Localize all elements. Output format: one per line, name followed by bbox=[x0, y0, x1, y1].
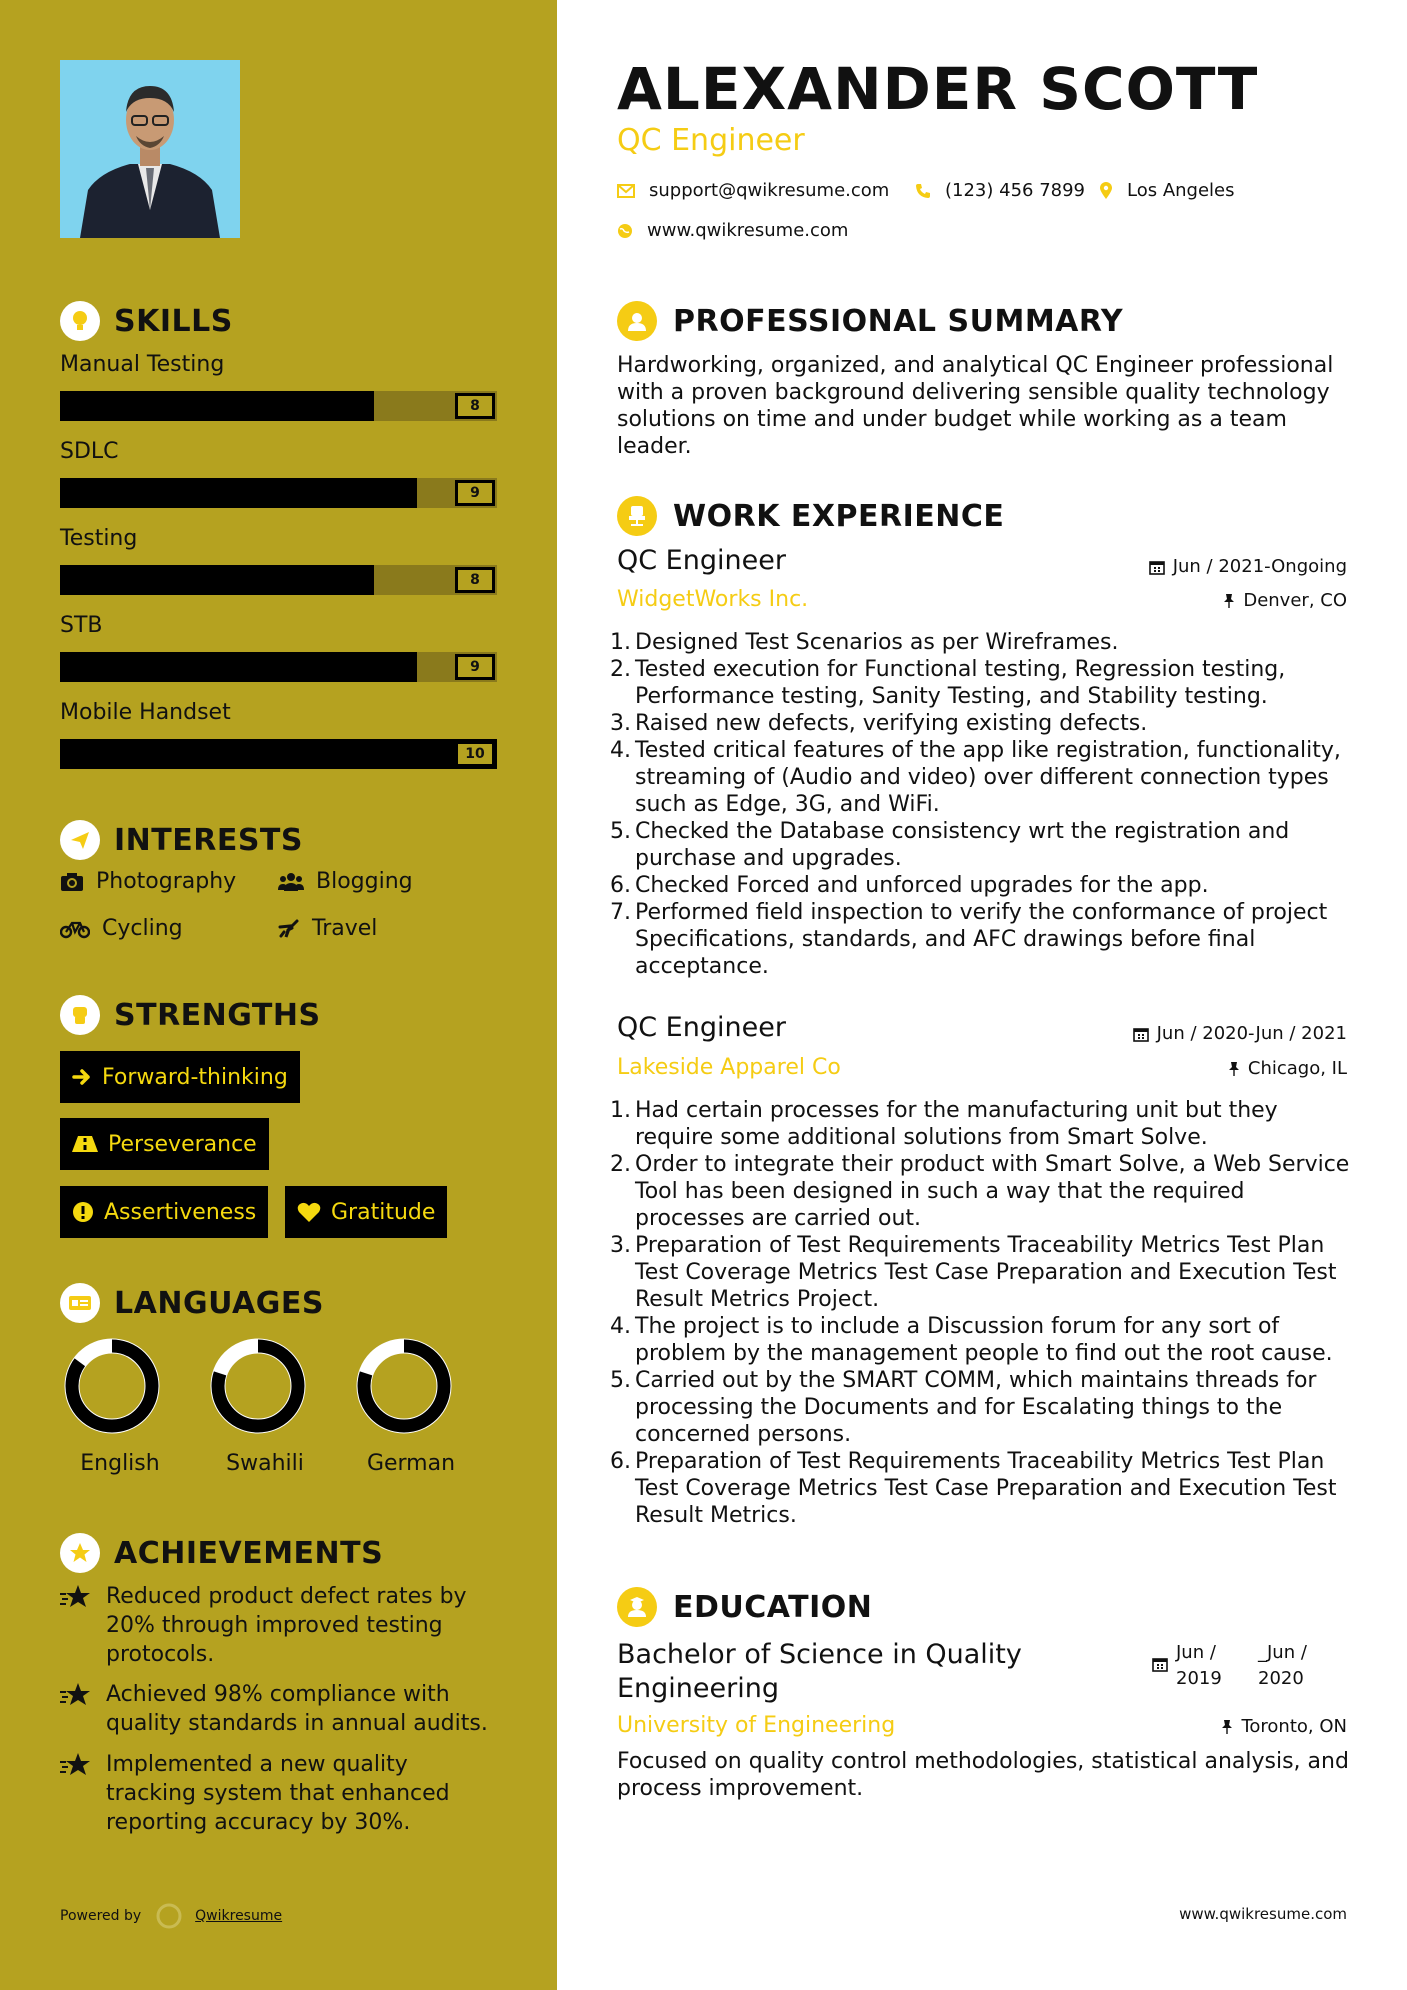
strength-label: Forward-thinking bbox=[102, 1064, 288, 1090]
strength-badge bbox=[285, 1186, 447, 1238]
summary-heading bbox=[617, 299, 1123, 343]
powered-by-label: Powered by bbox=[60, 1908, 142, 1924]
job-company: Lakeside Apparel Co bbox=[617, 1055, 841, 1080]
skill-value: 8 bbox=[455, 393, 495, 419]
job-dates-text: Jun / 2020-Jun / 2021 bbox=[1156, 1023, 1347, 1044]
bullet-item: 5. Carried out by the SMART COMM, which maintains threads for processing the Documents and for Escalating things to the concerned persons. bbox=[610, 1368, 1317, 1447]
strength-badge bbox=[60, 1118, 269, 1170]
achievement-text: Achieved 98% compliance with quality standards in annual audits. bbox=[106, 1682, 488, 1736]
skill-bar bbox=[60, 652, 497, 682]
bullet-item: 1. Had certain processes for the manufacturing unit but they require some additional solutions from Smart Solve. bbox=[610, 1098, 1278, 1150]
job-title: QC Engineer bbox=[617, 545, 786, 576]
plane-icon bbox=[278, 918, 300, 940]
strength-badge bbox=[60, 1186, 268, 1238]
job-title: QC Engineer bbox=[617, 1012, 786, 1043]
calendar-icon bbox=[1149, 559, 1165, 575]
calendar-icon bbox=[1152, 1656, 1168, 1672]
globe-icon bbox=[617, 223, 633, 239]
education-end: _Jun / 2020 bbox=[1258, 1642, 1307, 1689]
star-icon bbox=[60, 1682, 92, 1708]
graduate-icon bbox=[617, 1587, 657, 1627]
job-dates-text: Jun / 2021-Ongoing bbox=[1172, 556, 1347, 577]
candidate-name: ALEXANDER SCOTT bbox=[617, 55, 1259, 123]
interest-item bbox=[60, 916, 183, 941]
strength-badge bbox=[60, 1051, 300, 1103]
camera-icon bbox=[60, 872, 84, 892]
skill-bar bbox=[60, 391, 497, 421]
paper-plane-icon bbox=[60, 820, 100, 860]
education-start: Jun / 2019 bbox=[1176, 1642, 1222, 1689]
brand-link[interactable]: Qwikresume bbox=[195, 1908, 283, 1924]
language-ring bbox=[64, 1338, 160, 1434]
languages-title: LANGUAGES bbox=[114, 1285, 324, 1321]
pushpin-icon bbox=[1221, 1719, 1233, 1735]
interests-heading bbox=[60, 818, 303, 862]
education-dates bbox=[1152, 1640, 1314, 1692]
bullet-item: 5. Checked the Database consistency wrt the registration and purchase and upgrades. bbox=[610, 819, 1290, 871]
skill-bar-fill bbox=[60, 565, 374, 595]
powered-by bbox=[60, 1902, 282, 1930]
users-icon bbox=[278, 872, 304, 892]
strengths-heading bbox=[60, 993, 321, 1037]
map-pin-icon bbox=[1099, 182, 1113, 200]
education-location bbox=[1221, 1716, 1347, 1737]
road-icon bbox=[72, 1135, 98, 1153]
candidate-role: QC Engineer bbox=[617, 123, 805, 158]
education-heading bbox=[617, 1585, 872, 1629]
exclamation-icon bbox=[72, 1201, 94, 1223]
user-circle-icon bbox=[617, 301, 657, 341]
experience-title: WORK EXPERIENCE bbox=[673, 498, 1005, 534]
skill-bar bbox=[60, 739, 497, 769]
job-company: WidgetWorks Inc. bbox=[617, 587, 809, 612]
strength-label: Assertiveness bbox=[104, 1199, 257, 1225]
interests-title: INTERESTS bbox=[114, 822, 303, 858]
skills-heading bbox=[60, 299, 233, 343]
job-bullets bbox=[609, 1097, 1354, 1529]
pushpin-icon bbox=[1228, 1061, 1240, 1077]
experience-heading bbox=[617, 494, 1004, 538]
skill-label: STB bbox=[60, 613, 103, 638]
star-icon bbox=[60, 1752, 92, 1778]
job-dates bbox=[1133, 1023, 1347, 1044]
arrow-right-icon bbox=[72, 1068, 92, 1086]
phone-icon bbox=[915, 183, 931, 199]
envelope-icon bbox=[617, 184, 635, 198]
skill-bar-fill bbox=[60, 652, 417, 682]
interest-label: Travel bbox=[312, 916, 378, 941]
degree-title: Bachelor of Science in Quality Engineering bbox=[617, 1639, 1022, 1704]
skill-label: SDLC bbox=[60, 439, 119, 464]
profile-photo bbox=[60, 60, 240, 238]
fist-icon bbox=[60, 995, 100, 1035]
lightbulb-icon bbox=[60, 301, 100, 341]
summary-text: Hardworking, organized, and analytical QC Engineer professional with a proven background delivering sensible quality technology solutions on time and under budget while working as a team leader. bbox=[617, 353, 1334, 459]
achievement-item bbox=[60, 1680, 500, 1738]
interest-item bbox=[278, 869, 413, 894]
footer-website[interactable]: www.qwikresume.com bbox=[1179, 1905, 1347, 1923]
job-bullets bbox=[609, 629, 1354, 980]
bullet-item: 6. Preparation of Test Requirements Traceability Metrics Test Plan Test Coverage Metrics Test Case Preparation and Execution Test Result Metrics. bbox=[610, 1449, 1337, 1528]
skill-bar-fill bbox=[60, 478, 417, 508]
skill-label: Testing bbox=[60, 526, 138, 551]
pushpin-icon bbox=[1223, 593, 1235, 609]
job-location bbox=[1223, 590, 1347, 611]
calendar-icon bbox=[1133, 1026, 1149, 1042]
bullet-item: 4. Tested critical features of the app like registration, functionality, streaming of (Audio and video) over different connection types such as Edge, 3G, and WiFi. bbox=[610, 738, 1341, 817]
id-card-icon bbox=[60, 1283, 100, 1323]
skill-label: Mobile Handset bbox=[60, 700, 231, 725]
bullet-item: 3. Preparation of Test Requirements Traceability Metrics Test Plan Test Coverage Metrics Test Case Preparation and Execution Test Result Metrics Project. bbox=[610, 1233, 1337, 1312]
education-title: EDUCATION bbox=[673, 1589, 873, 1625]
skill-bar-fill bbox=[60, 391, 374, 421]
bullet-item: 3. Raised new defects, verifying existing defects. bbox=[610, 711, 1148, 736]
education-location-text: Toronto, ON bbox=[1241, 1716, 1347, 1737]
languages-heading bbox=[60, 1281, 324, 1325]
bullet-item: 6. Checked Forced and unforced upgrades for the app. bbox=[610, 873, 1209, 898]
education-description: Focused on quality control methodologies, statistical analysis, and process improvement. bbox=[617, 1749, 1349, 1801]
skill-bar bbox=[60, 565, 497, 595]
skill-value: 10 bbox=[455, 741, 495, 767]
heart-icon bbox=[297, 1201, 321, 1223]
language-ring bbox=[356, 1338, 452, 1434]
star-badge-icon bbox=[60, 1533, 100, 1573]
skill-value: 9 bbox=[455, 654, 495, 680]
interest-label: Photography bbox=[96, 869, 237, 894]
job-location-text: Chicago, IL bbox=[1247, 1058, 1347, 1079]
achievement-item bbox=[60, 1750, 500, 1837]
strengths-title: STRENGTHS bbox=[114, 997, 321, 1033]
skill-bar-fill bbox=[60, 739, 497, 769]
bullet-item: 2. Tested execution for Functional testing, Regression testing, Performance testing, Sanity Testing, and Stability testing. bbox=[610, 657, 1286, 709]
achievements-heading bbox=[60, 1531, 383, 1575]
sidebar bbox=[0, 0, 557, 1990]
contact-location bbox=[1099, 180, 1235, 201]
star-icon bbox=[60, 1584, 92, 1610]
language-label: German bbox=[366, 1451, 456, 1476]
email-text[interactable]: support@qwikresume.com bbox=[649, 180, 890, 201]
strength-label: Gratitude bbox=[331, 1199, 436, 1225]
skill-value: 9 bbox=[455, 480, 495, 506]
achievement-text: Reduced product defect rates by 20% through improved testing protocols. bbox=[106, 1584, 467, 1667]
school-name: University of Engineering bbox=[617, 1713, 896, 1738]
location-text: Los Angeles bbox=[1127, 180, 1235, 201]
skill-value: 8 bbox=[455, 567, 495, 593]
job-dates bbox=[1149, 556, 1347, 577]
language-ring bbox=[210, 1338, 306, 1434]
interest-label: Blogging bbox=[316, 869, 413, 894]
bullet-item: 1. Designed Test Scenarios as per Wireframes. bbox=[610, 630, 1119, 655]
contact-phone bbox=[915, 180, 1085, 201]
language-label: English bbox=[80, 1451, 160, 1476]
interest-item bbox=[278, 916, 377, 941]
strength-label: Perseverance bbox=[108, 1131, 257, 1157]
skills-title: SKILLS bbox=[114, 303, 233, 339]
skill-bar bbox=[60, 478, 497, 508]
bullet-item: 4. The project is to include a Discussion forum for any sort of problem by the management people to find out the root cause. bbox=[610, 1314, 1333, 1366]
job-location bbox=[1228, 1058, 1347, 1079]
achievement-item bbox=[60, 1582, 500, 1669]
achievement-text: Implemented a new quality tracking system that enhanced reporting accuracy by 30%. bbox=[106, 1752, 450, 1835]
qwikresume-logo-icon bbox=[155, 1902, 183, 1930]
bullet-item: 7. Performed field inspection to verify the conformance of project Specifications, standards, and AFC drawings before final acceptance. bbox=[610, 900, 1328, 979]
summary-title: PROFESSIONAL SUMMARY bbox=[673, 303, 1124, 339]
bicycle-icon bbox=[60, 919, 90, 939]
contact-email bbox=[617, 180, 889, 201]
achievements-title: ACHIEVEMENTS bbox=[114, 1535, 384, 1571]
language-label: Swahili bbox=[226, 1451, 304, 1476]
interest-item bbox=[60, 869, 236, 894]
office-chair-icon bbox=[617, 496, 657, 536]
job-location-text: Denver, CO bbox=[1243, 590, 1347, 611]
website-text[interactable]: www.qwikresume.com bbox=[647, 220, 849, 241]
skill-label: Manual Testing bbox=[60, 352, 225, 377]
phone-text[interactable]: (123) 456 7899 bbox=[945, 180, 1086, 201]
contact-website bbox=[617, 220, 848, 241]
bullet-item: 2. Order to integrate their product with Smart Solve, a Web Service Tool has been designed in such a way that the required processes are carried out. bbox=[610, 1152, 1350, 1231]
interest-label: Cycling bbox=[102, 916, 183, 941]
